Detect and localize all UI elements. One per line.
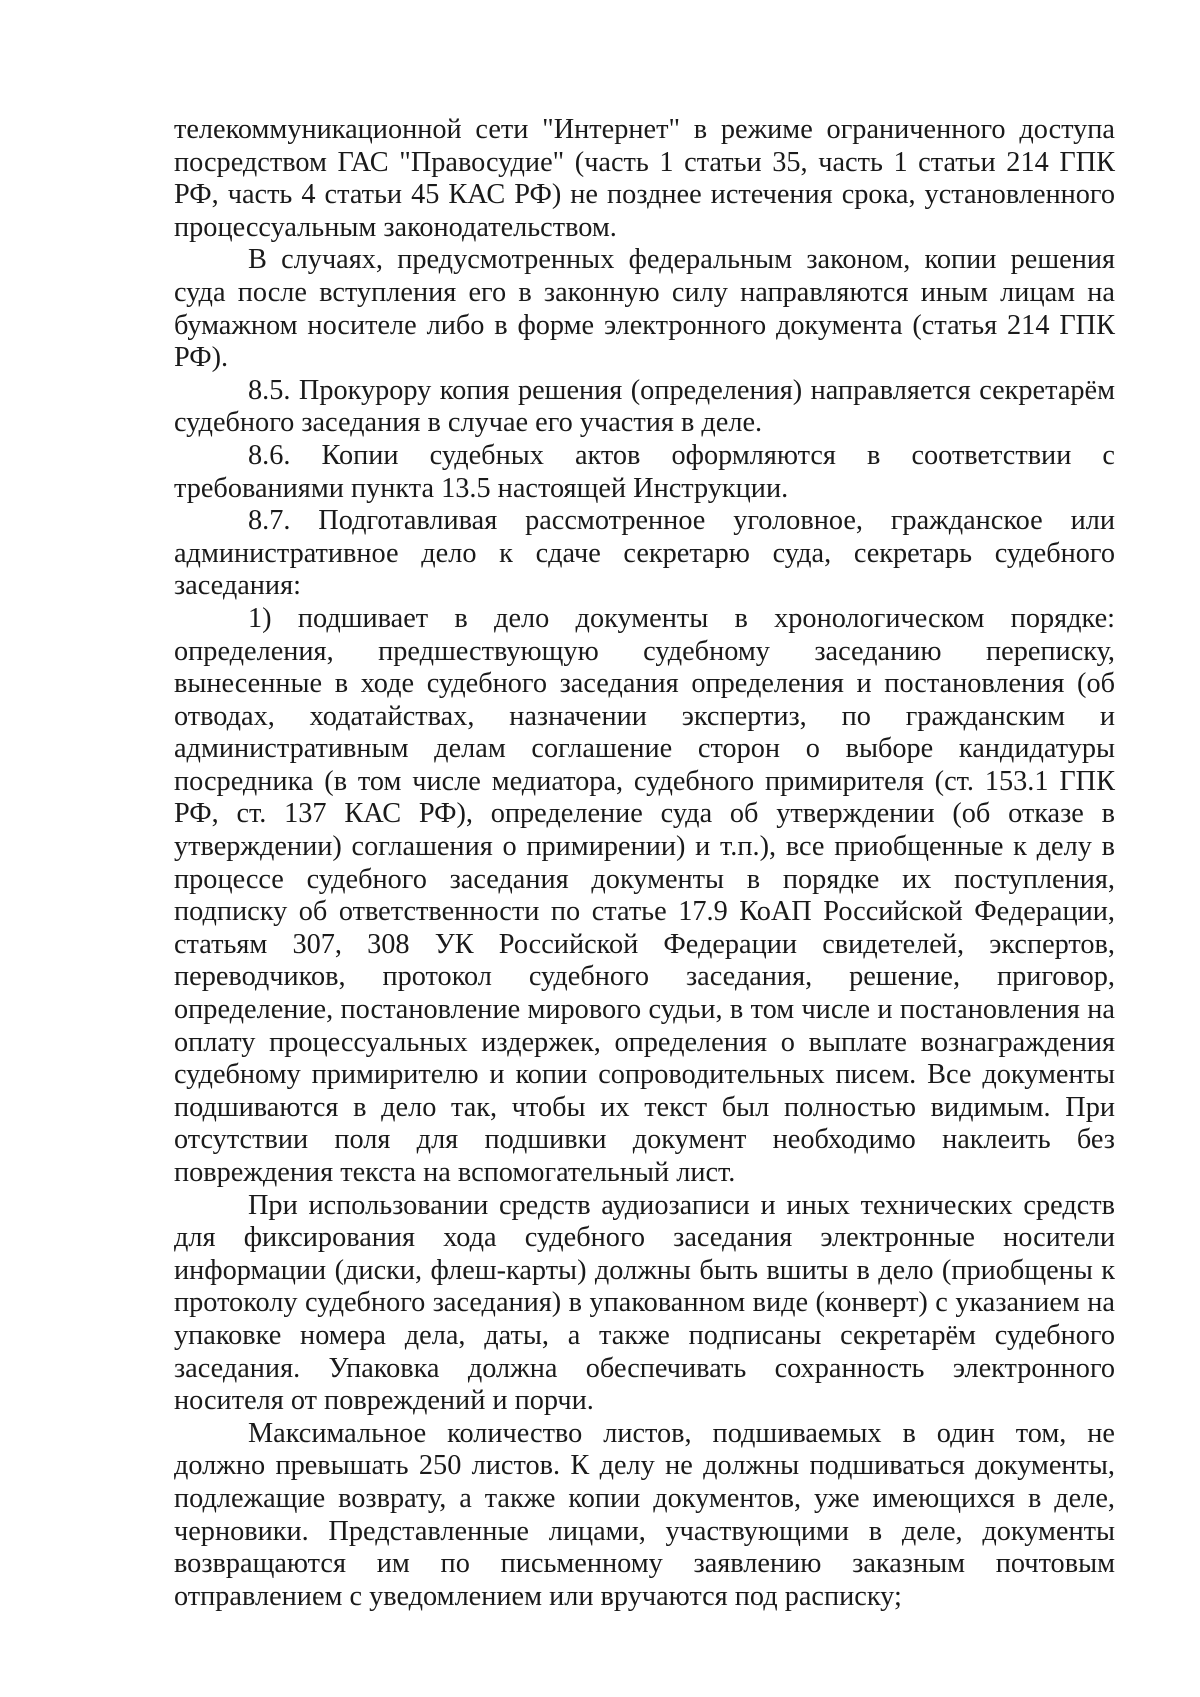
paragraph-audio-recording: При использовании средств аудиозаписи и иных технических средств для фиксирования хода судебного заседания электронные носители информации (диски, флеш-карты) должны быть вшиты в дело (приобщены к протоколу судебного заседания) в упакованном виде (конверт) с указанием на упаковке номера дела, даты, а также подписаны секретарём судебного заседания. Упаковка должна обеспечивать сохранность электронного носителя от повреждений и порчи. xyxy=(174,1189,1115,1417)
paragraph-8-5: 8.5. Прокурору копия решения (определения) направляется секретарём судебного заседания в случае его участия в деле. xyxy=(174,374,1115,439)
paragraph-item-1: 1) подшивает в дело документы в хронологическом порядке: определения, предшествующую судебному заседанию переписку, вынесенные в ходе судебного заседания определения и постановления (об отводах, ходатайствах, назначении экспертиз, по гражданским и административным делам соглашение сторон о выборе кандидатуры посредника (в том числе медиатора, судебного примирителя (ст. 153.1 ГПК РФ, ст. 137 КАС РФ), определение суда об утверждении (об отказе в утверждении) соглашения о примирении) и т.п.), все приобщенные к делу в процессе судебного заседания документы в порядке их поступления, подписку об ответственности по статье 17.9 КоАП Российской Федерации, статьям 307, 308 УК Российской Федерации свидетелей, экспертов, переводчиков, протокол судебного заседания, решение, приговор, определение, постановление мирового судьи, в том числе и постановления на оплату процессуальных издержек, определения о выплате вознаграждения судебному примирителю и копии сопроводительных писем. Все документы подшиваются в дело так, чтобы их текст был полностью видимым. При отсутствии поля для подшивки документ необходимо наклеить без повреждения текста на вспомогательный лист. xyxy=(174,602,1115,1188)
document-body xyxy=(174,114,1115,1613)
paragraph-max-sheets: Максимальное количество листов, подшиваемых в один том, не должно превышать 250 листов. К делу не должны подшиваться документы, подлежащие возврату, а также копии документов, уже имеющихся в деле, черновики. Представленные лицами, участвующими в деле, документы возвращаются им по письменному заявлению заказным почтовым отправлением с уведомлением или вручаются под расписку; xyxy=(174,1417,1115,1612)
paragraph-copies-other-persons: В случаях, предусмотренных федеральным законом, копии решения суда после вступления его в законную силу направляются иным лицам на бумажном носителе либо в форме электронного документа (статья 214 ГПК РФ). xyxy=(174,244,1115,374)
paragraph-internet-access: телекоммуникационной сети "Интернет" в режиме ограниченного доступа посредством ГАС "Правосудие" (часть 1 статьи 35, часть 1 статьи 214 ГПК РФ, часть 4 статьи 45 КАС РФ) не позднее истечения срока, установленного процессуальным законодательством. xyxy=(174,114,1115,243)
paragraph-8-7: 8.7. Подготавливая рассмотренное уголовное, гражданское или административное дело к сдаче секретарю суда, секретарь судебного заседания: xyxy=(174,505,1115,602)
paragraph-8-6: 8.6. Копии судебных актов оформляются в соответствии с требованиями пункта 13.5 настоящей Инструкции. xyxy=(174,439,1115,504)
